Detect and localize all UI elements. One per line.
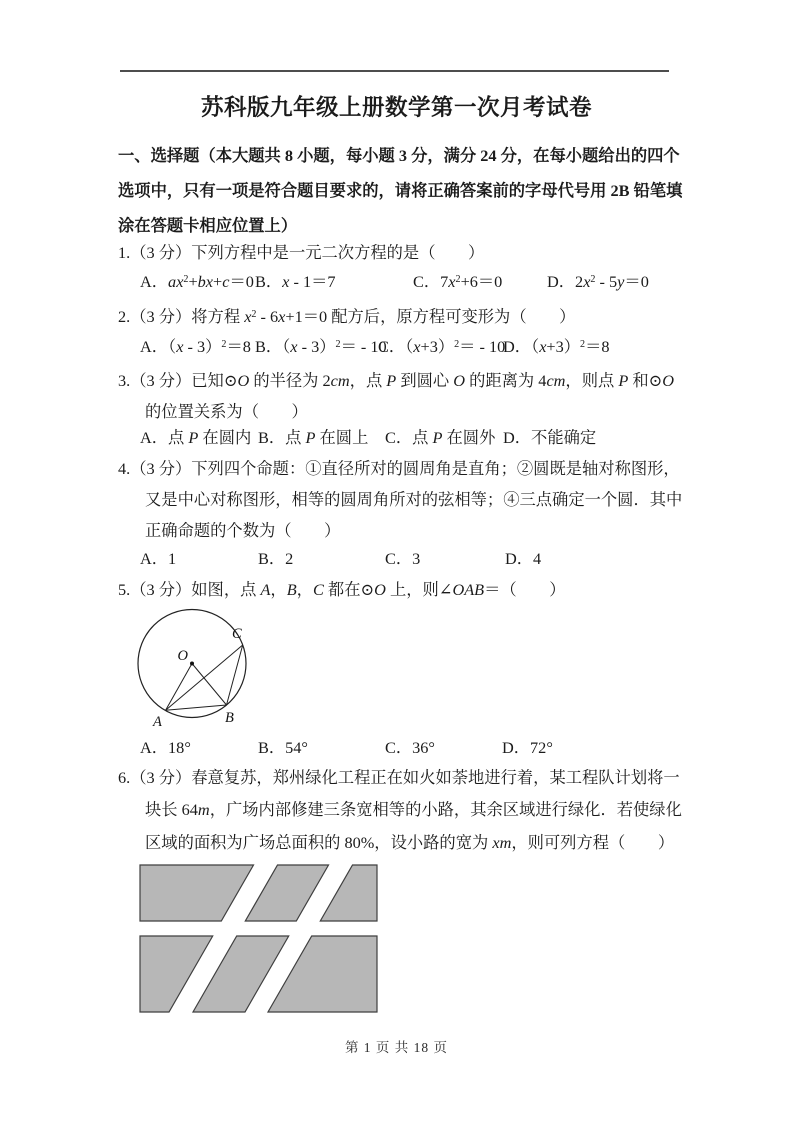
question-3-options bbox=[0, 426, 793, 452]
question-6-line-2: 块长 64m，广场内部修建三条宽相等的小路，其余区域进行绿化．若使绿化 bbox=[145, 800, 682, 819]
q2-option-b: B．（x - 3）$^2$＝ - 10 bbox=[255, 337, 387, 356]
section-header-line-3: 涂在答题卡相应位置上） bbox=[118, 216, 298, 235]
radius-oa bbox=[166, 664, 192, 711]
center-dot bbox=[190, 662, 194, 666]
q4-option-a: A．1 bbox=[140, 549, 177, 568]
q5-option-a: A．18° bbox=[140, 738, 191, 757]
question-5-text: 5.（3 分）如图，点 A，B，C 都在⊙O 上，则∠OAB＝（ ） bbox=[118, 580, 566, 599]
question-4-line-3: 正确命题的个数为（ ） bbox=[145, 521, 341, 540]
page-title: 苏科版九年级上册数学第一次月考试卷 bbox=[200, 95, 592, 120]
plaza-region-top-middle bbox=[245, 865, 328, 921]
section-header-line-1: 一、选择题（本大题共 8 小题，每小题 3 分，满分 24 分，在每小题给出的四个 bbox=[118, 146, 680, 165]
q1-option-b: B．x - 1＝7 bbox=[255, 272, 336, 291]
question-3-line-2: 的位置关系为（ ） bbox=[145, 402, 308, 421]
page-footer: 第 1 页 共 18 页 bbox=[344, 1040, 449, 1055]
q5-option-b: B．54° bbox=[258, 738, 308, 757]
q3-option-b: B．点 P 在圆上 bbox=[258, 428, 369, 447]
section-header-line-2: 选项中，只有一项是符合题目要求的，请将正确答案前的字母代号用 2B 铅笔填 bbox=[118, 181, 683, 200]
header-rule bbox=[120, 70, 669, 72]
q3-option-d: D．不能确定 bbox=[503, 428, 597, 447]
plaza-figure bbox=[139, 864, 378, 1013]
q4-option-c: C．3 bbox=[385, 549, 421, 568]
chord-ab bbox=[166, 705, 227, 710]
plaza-region-top-right bbox=[320, 865, 377, 921]
q1-option-d: D．$2x^2 - 5y=0$ bbox=[547, 272, 649, 291]
q5-option-d: D．72° bbox=[502, 738, 553, 757]
question-4-options bbox=[0, 547, 793, 573]
question-1-text: 1.（3 分）下列方程中是一元二次方程的是（ ） bbox=[118, 243, 485, 262]
q1-option-c: C．$7x^2+6=0$ bbox=[413, 272, 503, 291]
question-5-options bbox=[0, 736, 793, 762]
question-2-text: 2.（3 分）将方程 $x^2 - 6x+1=0$ 配方后，原方程可变形为（ ） bbox=[118, 307, 576, 326]
label-b: B bbox=[225, 710, 234, 726]
q1-option-a: A．$ax^2+bx+c=0$ bbox=[140, 272, 254, 291]
q3-option-c: C．点 P 在圆外 bbox=[385, 428, 496, 447]
radius-ob bbox=[192, 664, 227, 706]
question-2-options bbox=[0, 335, 793, 361]
question-6-line-1: 6.（3 分）春意复苏，郑州绿化工程正在如火如荼地进行着，某工程队计划将一 bbox=[118, 768, 680, 787]
plaza-region-top-left bbox=[140, 865, 254, 921]
q2-option-c: C．$(x+3)^2= - 10$ bbox=[378, 337, 506, 356]
q2-option-a: A．（x - 3）$^2$＝8 bbox=[140, 337, 251, 356]
label-c: C bbox=[232, 626, 242, 642]
question-1-options bbox=[0, 270, 793, 296]
question-4-line-2: 又是中心对称图形，相等的圆周角所对的弦相等；④三点确定一个圆．其中 bbox=[145, 490, 683, 509]
label-o: O bbox=[177, 648, 188, 664]
q3-option-a: A．点 P 在圆内 bbox=[140, 428, 252, 447]
question-4-line-1: 4.（3 分）下列四个命题：①直径所对的圆周角是直角；②圆既是轴对称图形， bbox=[118, 459, 680, 478]
label-a: A bbox=[153, 714, 162, 730]
q5-option-c: C．36° bbox=[385, 738, 435, 757]
question-3-line-1: 3.（3 分）已知⊙O 的半径为 2cm，点 P 到圆心 O 的距离为 4cm，则点 P 和⊙O bbox=[118, 371, 675, 390]
q4-option-d: D．4 bbox=[505, 549, 542, 568]
question-6-line-3: 区域的面积为广场总面积的 80%，设小路的宽为 xm，则可列方程（ ） bbox=[145, 833, 675, 852]
circle-figure bbox=[125, 600, 265, 735]
q2-option-d: D．$(x+3)^2=8$ bbox=[503, 337, 610, 356]
q4-option-b: B．2 bbox=[258, 549, 294, 568]
plaza-region-bottom-right bbox=[268, 936, 377, 1012]
